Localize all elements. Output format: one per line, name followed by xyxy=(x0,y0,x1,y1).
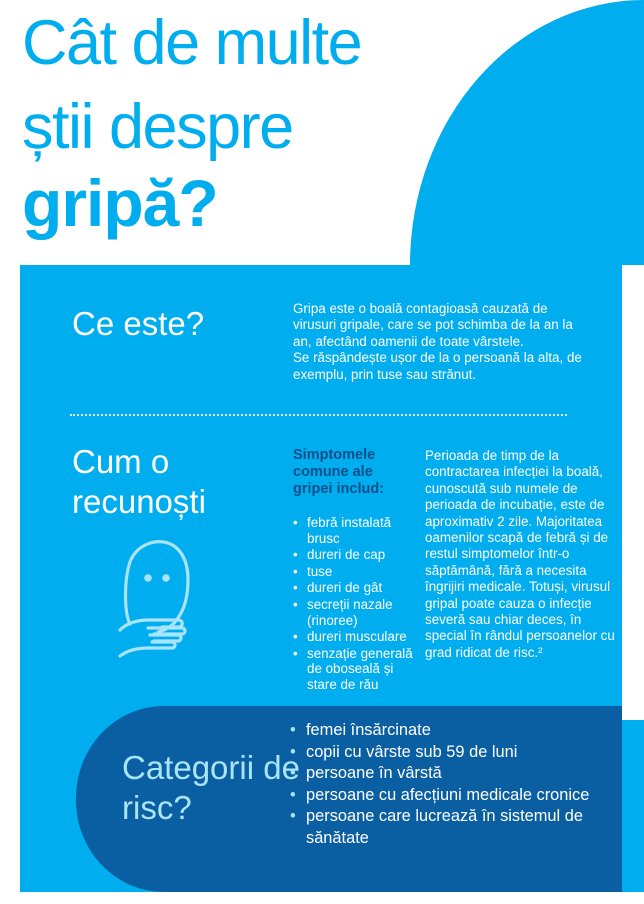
ce-este-paragraph-1: Gripa este o boală contagioasă cauzată de virusuri gripale, care se pot schimba de la an la an, afectând oamenii de toate vârstele. xyxy=(293,301,573,349)
risk-list xyxy=(290,720,626,850)
list-item: • dureri de cap xyxy=(293,547,413,563)
list-item: • dureri de gât xyxy=(293,580,413,596)
list-item: • dureri musculare xyxy=(293,629,413,645)
ce-este-paragraph-2: Se răspândește ușor de la o persoană la alta, de exemplu, prin tuse sau strănut. xyxy=(293,350,582,382)
symptoms-title: Simptomele comune ale gripei includ: xyxy=(293,447,385,497)
list-item: • febră instalată brusc xyxy=(293,515,413,546)
section-title-ce-este: Ce este? xyxy=(72,305,205,342)
coughing-face-icon xyxy=(118,538,196,658)
list-item: • secreții nazale (rinoree) xyxy=(293,597,413,628)
white-margin-right xyxy=(622,260,644,720)
section-title-categorii: Categorii de risc? xyxy=(122,749,300,826)
list-item: • persoane cu afecțiuni medicale cronice xyxy=(290,785,626,807)
dotted-divider xyxy=(70,414,567,416)
white-margin-bottom xyxy=(0,892,644,904)
list-item: • persoane care lucrează în sistemul de sănătate xyxy=(290,806,626,849)
headline-line-1: Cât de multe xyxy=(22,8,362,78)
section-title-cum-o-recunosti: Cum o recunoști xyxy=(72,443,206,520)
list-item: • femei însărcinate xyxy=(290,720,626,742)
headline-line-3: gripă? xyxy=(22,166,218,240)
list-item: • copii cu vârste sub 59 de luni xyxy=(290,742,626,764)
symptoms-list xyxy=(293,515,413,694)
incubation-text: Perioada de timp de la contractarea infecției la boală, cunoscută sub numele de perioada de incubație, este de aproximativ 2 zile. Majoritatea oamenilor scapă de febră și de restul simptomelor într-o săptămână, fără a necesita îngrijiri medicale. Totuși, virusul gripal poate cauza o infecție severă sau chiar deces, în special în rândul persoanelor cu grad ridicat de risc.² xyxy=(425,448,615,660)
list-item: • senzație generală de oboseală și stare de rău xyxy=(293,646,413,693)
ce-este-text xyxy=(293,301,589,383)
list-item: • tuse xyxy=(293,564,413,580)
headline-line-2: știi despre xyxy=(22,92,293,162)
list-item: • persoane în vârstă xyxy=(290,763,626,785)
